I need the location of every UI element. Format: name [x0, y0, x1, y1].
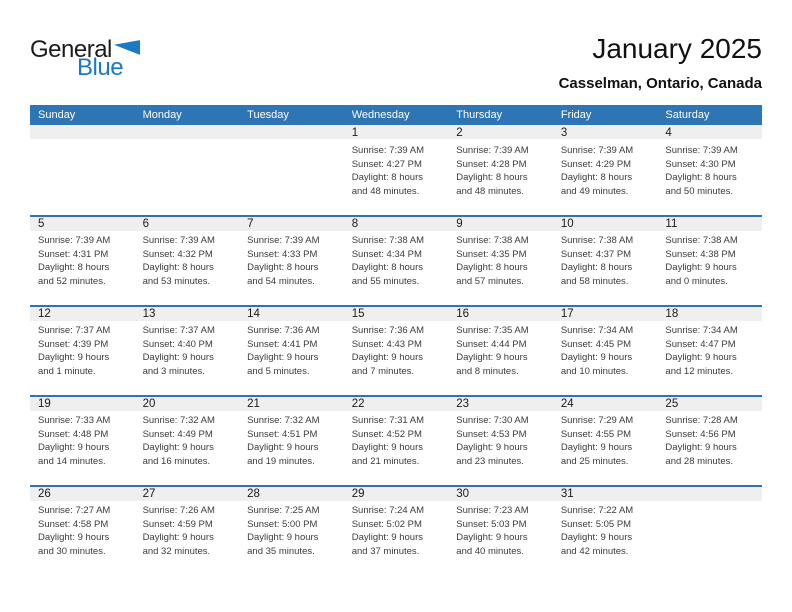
daylight-text-1: Daylight: 9 hours: [38, 442, 110, 453]
day-cell: [239, 217, 344, 305]
daylight-text-1: Daylight: 8 hours: [38, 262, 110, 273]
daylight-text-1: Daylight: 9 hours: [560, 442, 633, 453]
daylight-text-2: and 1 minute.: [38, 365, 96, 377]
page-title: January 2025: [592, 33, 762, 64]
sunset-text: Sunset: 4:43 PM: [351, 338, 422, 350]
sunrise-text: Sunrise: 7:39 AM: [142, 235, 215, 246]
daylight-text-2: and 25 minutes.: [560, 455, 629, 467]
daylight-text-2: and 3 minutes.: [142, 365, 205, 377]
daylight-text-1: Daylight: 8 hours: [560, 262, 633, 273]
daylight-text-2: and 8 minutes.: [456, 365, 519, 377]
logo-blue-text: Blue: [77, 54, 124, 81]
daylight-text-2: and 21 minutes.: [351, 455, 420, 467]
sunrise-text: Sunrise: 7:31 AM: [351, 415, 425, 426]
sunrise-text: Sunrise: 7:22 AM: [560, 505, 634, 516]
day-cell: [135, 487, 240, 575]
daylight-text-1: Daylight: 9 hours: [38, 532, 110, 543]
location-subtitle: Casselman, Ontario, Canada: [558, 75, 762, 92]
daylight-text-2: and 16 minutes.: [142, 455, 211, 467]
daylight-text-1: Daylight: 9 hours: [142, 352, 214, 363]
week-row: [30, 395, 762, 485]
sunset-text: Sunset: 4:58 PM: [38, 518, 109, 530]
weekday-cell: Friday: [560, 109, 592, 121]
daylight-text-2: and 5 minutes.: [247, 365, 310, 377]
daylight-text-2: and 40 minutes.: [456, 545, 524, 557]
day-cell: [448, 217, 553, 305]
daylight-text-2: and 48 minutes.: [456, 185, 524, 197]
daylight-text-2: and 28 minutes.: [665, 455, 734, 467]
day-number: 19: [38, 398, 51, 410]
day-number: 12: [38, 308, 51, 320]
weekday-header-row: [30, 105, 762, 125]
daylight-text-1: Daylight: 8 hours: [665, 172, 737, 183]
sunrise-text: Sunrise: 7:39 AM: [351, 145, 425, 156]
daylight-text-1: Daylight: 9 hours: [456, 532, 528, 543]
sunset-text: Sunset: 4:33 PM: [247, 248, 318, 260]
day-number: 25: [665, 398, 679, 410]
sunrise-text: Sunrise: 7:37 AM: [38, 325, 111, 336]
day-cell: [30, 397, 135, 485]
daylight-text-2: and 10 minutes.: [560, 365, 629, 377]
sunset-text: Sunset: 4:52 PM: [351, 428, 422, 440]
sunrise-text: Sunrise: 7:23 AM: [456, 505, 529, 516]
sunset-text: Sunset: 4:34 PM: [351, 248, 422, 260]
day-cell: [553, 397, 658, 485]
sunset-text: Sunset: 4:40 PM: [142, 338, 213, 350]
sunrise-text: Sunrise: 7:28 AM: [665, 415, 738, 426]
day-cell: [448, 125, 553, 215]
daylight-text-1: Daylight: 9 hours: [247, 352, 319, 363]
daylight-text-1: Daylight: 9 hours: [560, 532, 633, 543]
sunrise-text: Sunrise: 7:36 AM: [247, 325, 320, 336]
sunrise-text: Sunrise: 7:39 AM: [665, 145, 738, 156]
daylight-text-1: Daylight: 9 hours: [560, 352, 633, 363]
day-number: 5: [38, 218, 45, 230]
sunset-text: Sunset: 4:51 PM: [247, 428, 318, 440]
sunrise-text: Sunrise: 7:39 AM: [38, 235, 111, 246]
day-number: 6: [142, 218, 149, 230]
sunrise-text: Sunrise: 7:35 AM: [456, 325, 529, 336]
daylight-text-2: and 23 minutes.: [456, 455, 524, 467]
day-cell: [135, 125, 240, 215]
daylight-text-2: and 35 minutes.: [247, 545, 315, 557]
sunset-text: Sunset: 4:38 PM: [665, 248, 736, 260]
day-cell: [30, 487, 135, 575]
day-number: 15: [351, 308, 365, 320]
sunset-text: Sunset: 4:41 PM: [247, 338, 318, 350]
day-number: 17: [560, 308, 574, 320]
day-cell: [553, 487, 658, 575]
daylight-text-1: Daylight: 9 hours: [142, 532, 214, 543]
weekday-cell: Saturday: [665, 109, 710, 121]
sunrise-text: Sunrise: 7:32 AM: [247, 415, 320, 426]
week-row: [30, 125, 762, 215]
day-number: 9: [456, 218, 463, 230]
day-cell: [657, 217, 762, 305]
day-cell: [135, 307, 240, 395]
title-block: [559, 33, 762, 92]
day-cell: [344, 307, 449, 395]
daylight-text-2: and 48 minutes.: [351, 185, 420, 197]
day-number: [135, 125, 240, 141]
sunrise-text: Sunrise: 7:39 AM: [456, 145, 529, 156]
day-cell: [135, 217, 240, 305]
daylight-text-1: Daylight: 9 hours: [351, 442, 423, 453]
daylight-text-1: Daylight: 9 hours: [665, 352, 737, 363]
sunset-text: Sunset: 4:27 PM: [351, 158, 422, 170]
sunrise-text: Sunrise: 7:26 AM: [142, 505, 215, 516]
daylight-text-2: and 49 minutes.: [560, 185, 629, 197]
daylight-text-1: Daylight: 9 hours: [456, 352, 528, 363]
day-number: 29: [351, 488, 365, 500]
day-number: 26: [38, 488, 51, 500]
daylight-text-2: and 37 minutes.: [351, 545, 420, 557]
daylight-text-1: Daylight: 9 hours: [665, 262, 737, 273]
weeks-container: [30, 125, 762, 575]
day-number: 31: [560, 488, 574, 500]
day-cell: [553, 307, 658, 395]
daylight-text-1: Daylight: 9 hours: [247, 532, 319, 543]
day-cell: [657, 125, 762, 215]
day-cell: [553, 125, 658, 215]
sunset-text: Sunset: 4:49 PM: [142, 428, 213, 440]
day-number: 30: [456, 488, 470, 500]
day-cell: [30, 307, 135, 395]
day-number: 4: [665, 127, 672, 139]
sunrise-text: Sunrise: 7:39 AM: [560, 145, 634, 156]
day-number: [30, 125, 135, 141]
daylight-text-2: and 55 minutes.: [351, 275, 420, 287]
sunset-text: Sunset: 5:00 PM: [247, 518, 318, 530]
daylight-text-1: Daylight: 8 hours: [560, 172, 633, 183]
sunset-text: Sunset: 4:30 PM: [665, 158, 736, 170]
week-row: [30, 485, 762, 575]
day-cell: [657, 397, 762, 485]
day-cell: [448, 487, 553, 575]
sunrise-text: Sunrise: 7:36 AM: [351, 325, 425, 336]
daylight-text-1: Daylight: 9 hours: [351, 352, 423, 363]
day-cell: [657, 307, 762, 395]
daylight-text-2: and 7 minutes.: [351, 365, 415, 377]
day-cell: [30, 217, 135, 305]
sunrise-text: Sunrise: 7:38 AM: [560, 235, 634, 246]
daylight-text-1: Daylight: 8 hours: [351, 172, 423, 183]
daylight-text-1: Daylight: 8 hours: [456, 262, 528, 273]
daylight-text-2: and 12 minutes.: [665, 365, 734, 377]
sunset-text: Sunset: 5:03 PM: [456, 518, 527, 530]
day-number: 22: [351, 398, 365, 410]
sunset-text: Sunset: 4:55 PM: [560, 428, 632, 440]
sunrise-text: Sunrise: 7:25 AM: [247, 505, 320, 516]
daylight-text-1: Daylight: 9 hours: [142, 442, 214, 453]
day-number: [239, 125, 344, 141]
day-cell: [239, 397, 344, 485]
sunrise-text: Sunrise: 7:38 AM: [665, 235, 738, 246]
day-number: 13: [142, 308, 156, 320]
daylight-text-2: and 54 minutes.: [247, 275, 315, 287]
weekday-cell: Sunday: [38, 109, 76, 121]
day-cell: [344, 125, 449, 215]
day-number: 18: [665, 308, 679, 320]
daylight-text-2: and 52 minutes.: [38, 275, 106, 287]
daylight-text-1: Daylight: 8 hours: [456, 172, 528, 183]
sunset-text: Sunset: 4:56 PM: [665, 428, 736, 440]
week-row: [30, 305, 762, 395]
day-number: 14: [247, 308, 260, 320]
daylight-text-2: and 14 minutes.: [38, 455, 106, 467]
logo: [30, 36, 140, 81]
sunrise-text: Sunrise: 7:34 AM: [560, 325, 634, 336]
sunset-text: Sunset: 4:59 PM: [142, 518, 213, 530]
day-cell: [344, 397, 449, 485]
daylight-text-2: and 32 minutes.: [142, 545, 211, 557]
daylight-text-2: and 57 minutes.: [456, 275, 524, 287]
logo-general-text: General: [30, 36, 112, 63]
sunset-text: Sunset: 5:02 PM: [351, 518, 422, 530]
sunset-text: Sunset: 4:28 PM: [456, 158, 527, 170]
sunrise-text: Sunrise: 7:38 AM: [456, 235, 529, 246]
day-cell: [553, 217, 658, 305]
sunset-text: Sunset: 4:39 PM: [38, 338, 109, 350]
day-cell: [239, 307, 344, 395]
daylight-text-2: and 42 minutes.: [560, 545, 629, 557]
day-number: 8: [351, 218, 359, 230]
sunrise-text: Sunrise: 7:34 AM: [665, 325, 738, 336]
day-number: 28: [247, 488, 260, 500]
daylight-text-1: Daylight: 9 hours: [665, 442, 737, 453]
sunset-text: Sunset: 4:37 PM: [560, 248, 632, 260]
sunrise-text: Sunrise: 7:30 AM: [456, 415, 529, 426]
day-cell: [239, 487, 344, 575]
sunrise-text: Sunrise: 7:37 AM: [142, 325, 215, 336]
sunset-text: Sunset: 4:47 PM: [665, 338, 736, 350]
sunset-text: Sunset: 4:48 PM: [38, 428, 109, 440]
day-cell: [344, 487, 449, 575]
day-number: 24: [560, 398, 574, 410]
day-number: 7: [247, 218, 254, 230]
calendar: [30, 105, 762, 575]
weekday-cell: Tuesday: [247, 109, 289, 121]
day-number: 16: [456, 308, 470, 320]
sunset-text: Sunset: 4:35 PM: [456, 248, 527, 260]
day-cell: [239, 125, 344, 215]
daylight-text-1: Daylight: 9 hours: [456, 442, 528, 453]
day-number: 1: [351, 127, 359, 139]
daylight-text-1: Daylight: 8 hours: [247, 262, 319, 273]
daylight-text-1: Daylight: 9 hours: [247, 442, 319, 453]
sunrise-text: Sunrise: 7:32 AM: [142, 415, 215, 426]
day-cell: [30, 125, 135, 215]
day-number: 11: [665, 218, 678, 230]
sunrise-text: Sunrise: 7:24 AM: [351, 505, 425, 516]
day-cell: [657, 487, 762, 575]
sunset-text: Sunset: 4:44 PM: [456, 338, 527, 350]
daylight-text-2: and 53 minutes.: [142, 275, 211, 287]
sunrise-text: Sunrise: 7:29 AM: [560, 415, 634, 426]
day-number: 21: [247, 398, 260, 410]
sunset-text: Sunset: 4:31 PM: [38, 248, 109, 260]
sunset-text: Sunset: 4:53 PM: [456, 428, 527, 440]
day-number: 3: [560, 127, 568, 139]
day-number: [657, 487, 762, 501]
sunrise-text: Sunrise: 7:38 AM: [351, 235, 425, 246]
day-number: 20: [142, 398, 156, 410]
sunset-text: Sunset: 4:45 PM: [560, 338, 632, 350]
sunrise-text: Sunrise: 7:39 AM: [247, 235, 320, 246]
day-number: 10: [560, 218, 574, 230]
logo-triangle-icon: [114, 40, 140, 55]
day-number: 2: [456, 127, 463, 139]
daylight-text-2: and 0 minutes.: [665, 275, 728, 287]
sunrise-text: Sunrise: 7:33 AM: [38, 415, 111, 426]
sunrise-text: Sunrise: 7:27 AM: [38, 505, 111, 516]
daylight-text-1: Daylight: 8 hours: [142, 262, 214, 273]
sunset-text: Sunset: 4:29 PM: [560, 158, 632, 170]
weekday-cell: Thursday: [456, 109, 503, 121]
day-cell: [344, 217, 449, 305]
day-cell: [448, 397, 553, 485]
weekday-cell: Monday: [142, 109, 182, 121]
daylight-text-1: Daylight: 8 hours: [351, 262, 423, 273]
day-number: 27: [142, 488, 156, 500]
daylight-text-2: and 50 minutes.: [665, 185, 734, 197]
sunset-text: Sunset: 5:05 PM: [560, 518, 632, 530]
sunset-text: Sunset: 4:32 PM: [142, 248, 213, 260]
daylight-text-1: Daylight: 9 hours: [38, 352, 110, 363]
daylight-text-2: and 30 minutes.: [38, 545, 106, 557]
day-number: 23: [456, 398, 470, 410]
day-cell: [448, 307, 553, 395]
day-cell: [135, 397, 240, 485]
week-row: [30, 215, 762, 305]
daylight-text-2: and 19 minutes.: [247, 455, 315, 467]
weekday-cell: Wednesday: [351, 109, 410, 121]
daylight-text-2: and 58 minutes.: [560, 275, 629, 287]
daylight-text-1: Daylight: 9 hours: [351, 532, 423, 543]
